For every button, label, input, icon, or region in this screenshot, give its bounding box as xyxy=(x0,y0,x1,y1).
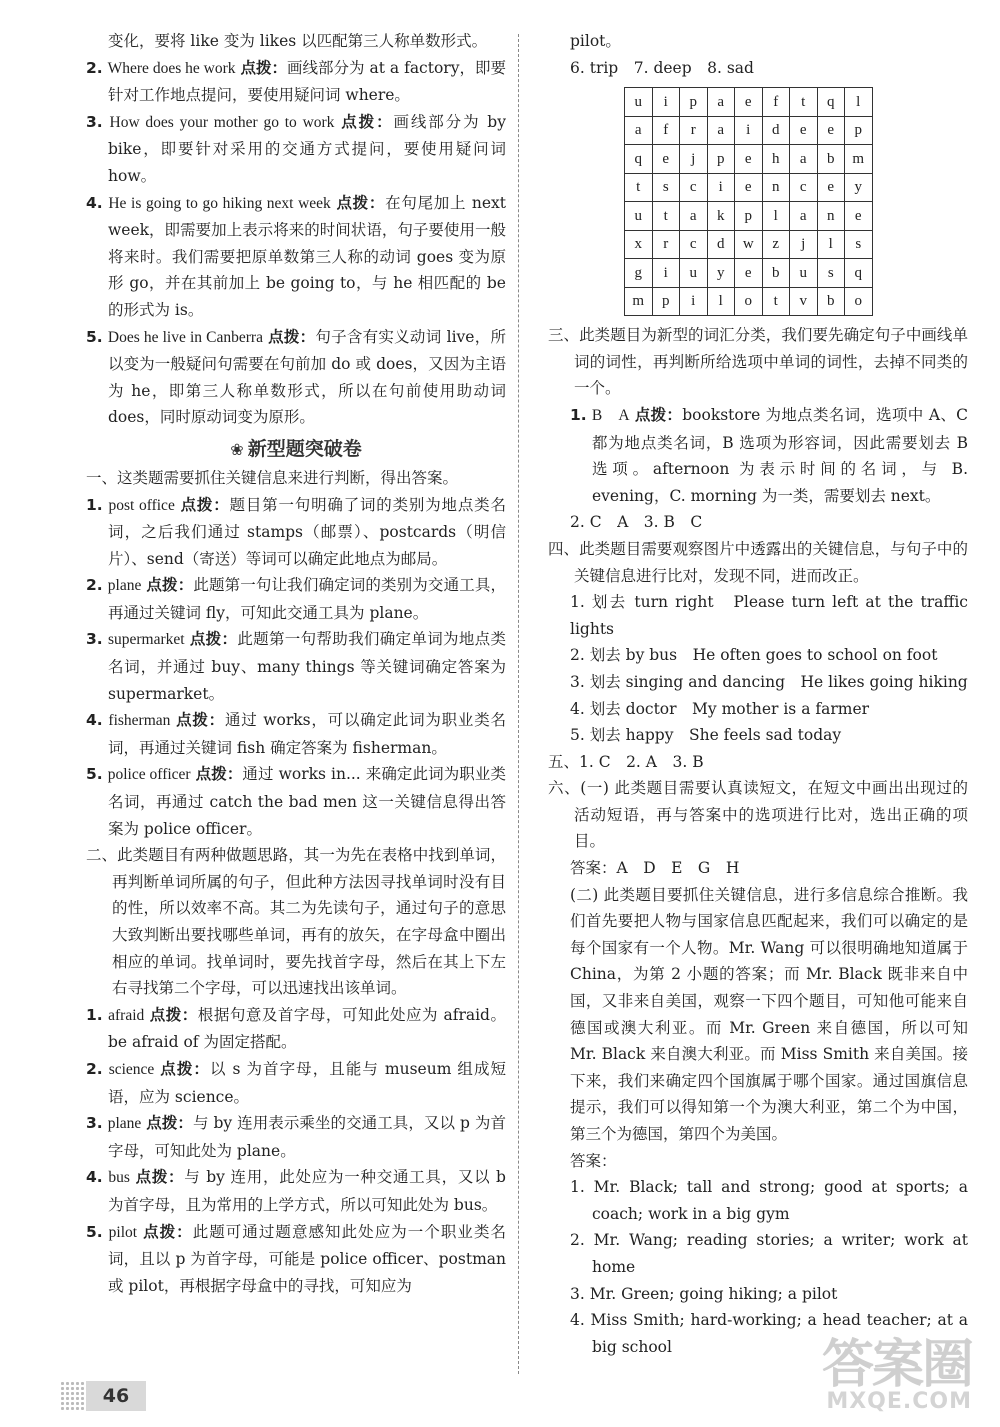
grid-cell: b xyxy=(762,259,790,288)
grid-cell: u xyxy=(790,259,818,288)
answer-item: 5. pilot 点拨：此题可通过题意感知此处应为一个职业类名词，且以 p 为首字母，可能是 police officer、postman 或 pilot，再根据字母盒中的寻找，可知应为 xyxy=(86,1222,506,1295)
answers-6-8: 6. trip 7. deep 8. sad xyxy=(570,58,754,77)
grid-cell: e xyxy=(652,145,680,174)
grid-cell: g xyxy=(625,259,653,288)
grid-cell: j xyxy=(680,145,708,174)
grid-cell: a xyxy=(790,145,818,174)
grid-cell: n xyxy=(817,202,845,231)
grid-cell: x xyxy=(625,230,653,259)
grid-cell: l xyxy=(762,202,790,231)
section-six-part-one-answer: 答案：A D E G H xyxy=(570,859,740,878)
section-heading: ❀ 新型题突破卷 xyxy=(230,437,362,460)
grid-cell: a xyxy=(625,116,653,145)
section-four-list xyxy=(548,589,968,749)
letter-grid xyxy=(624,87,968,316)
grid-cell: r xyxy=(680,116,708,145)
grid-cell: l xyxy=(845,88,873,117)
section-five: 五、1. C 2. A 3. B xyxy=(548,752,704,771)
answer-item: 5. Does he live in Canberra 点拨：句子含有实义动词 live，所以变为一般疑问句需要在句前加 do 或 does，又因为主语为 he，即第三人称单数形式，所以在句前使用助动词 does，同时原动词变为原形。 xyxy=(86,327,506,427)
grid-row xyxy=(625,116,873,145)
answer-item: 4. fisherman 点拨：通过 works，可以确定此词为职业类名词，再通过关键词 fish 确定答案为 fisherman。 xyxy=(86,711,506,757)
answer-item: 2. plane 点拨：此题第一句让我们确定词的类别为交通工具，再通过关键词 fly，可知此交通工具为 plane。 xyxy=(86,576,506,622)
answer-label: 答案： xyxy=(570,1151,617,1170)
answer-line: 5. 划去 happy She feels sad today xyxy=(570,726,842,745)
grid-cell: q xyxy=(625,145,653,174)
answer-line: 3. 划去 singing and dancing He likes going hiking xyxy=(570,672,968,691)
grid-row xyxy=(625,173,873,202)
grid-cell: s xyxy=(817,259,845,288)
grid-cell: c xyxy=(790,173,818,202)
answer-item: 1. post office 点拨：题目第一句明确了词的类别为地点类名词，之后我们通过 stamps（邮票）、postcards（明信片）、send（寄送）等词可以确定此地点为邮局。 xyxy=(86,495,506,568)
grid-cell: e xyxy=(735,88,763,117)
grid-cell: e xyxy=(735,145,763,174)
answer-line: 3. Mr. Green; going hiking; a pilot xyxy=(570,1284,838,1303)
answer-line: 4. Miss Smith; hard-working; a head teacher; at a big school xyxy=(570,1311,968,1356)
grid-cell: p xyxy=(680,88,708,117)
section-two-intro: 二、此类题目有两种做题思路，其一为先在表格中找到单词，再判断单词所属的句子，但此种方法因寻找单词时没有目的性，所以效率不高。其二为先读句子，通过句子的意思大致判断出要找哪些单词，再有的放矢，在字母盒中圈出相应的单词。找单词时，要先找首字母，然后在其上下左右寻找第二个字母，可以迅速找出该单词。 xyxy=(86,846,506,998)
grid-cell: n xyxy=(762,173,790,202)
grid-cell: j xyxy=(790,230,818,259)
grid-cell: a xyxy=(707,88,735,117)
grid-cell: h xyxy=(762,145,790,174)
page-number-decoration xyxy=(60,1381,86,1411)
section-three-intro: 三、此类题目为新型的词汇分类，我们要先确定句子中画线单词的词性，再判断所给选项中单词的词性，去掉不同类的一个。 xyxy=(548,326,968,398)
grid-cell: c xyxy=(680,173,708,202)
grid-cell: e xyxy=(735,173,763,202)
grid-cell: u xyxy=(680,259,708,288)
answer-item: 3. supermarket 点拨：此题第一句帮助我们确定单词为地点类名词，并通过 buy、many things 等关键词确定答案为 supermarket。 xyxy=(86,630,506,703)
grid-cell: k xyxy=(707,202,735,231)
grid-cell: w xyxy=(735,230,763,259)
grid-cell: p xyxy=(735,202,763,231)
grid-cell: e xyxy=(790,116,818,145)
grid-cell: u xyxy=(625,88,653,117)
grid-cell: p xyxy=(652,287,680,316)
grid-cell: b xyxy=(817,287,845,316)
grid-cell: r xyxy=(652,230,680,259)
answer-line: 2. 划去 by bus He often goes to school on foot xyxy=(570,646,938,665)
grid-cell: v xyxy=(790,287,818,316)
grid-cell: p xyxy=(845,116,873,145)
grid-cell: t xyxy=(652,202,680,231)
grid-cell: i xyxy=(735,116,763,145)
grid-cell: y xyxy=(707,259,735,288)
grid-cell: e xyxy=(845,202,873,231)
column-divider xyxy=(518,34,519,1374)
grid-cell: t xyxy=(625,173,653,202)
answer-line: 1. 划去 turn right Please turn left at the traffic lights xyxy=(570,593,968,638)
continued-text: 变化，要将 like 变为 likes 以匹配第三人称单数形式。 xyxy=(108,32,488,50)
answer-line: 4. 划去 doctor My mother is a farmer xyxy=(570,699,870,718)
grid-cell: f xyxy=(652,116,680,145)
grid-cell: z xyxy=(762,230,790,259)
grid-cell: i xyxy=(652,88,680,117)
answer-line: 2. Mr. Wang; reading stories; a writer; work at home xyxy=(570,1231,968,1276)
answer-item: 4. bus 点拨：与 by 连用，此处应为一种交通工具，又以 b 为首字母，且为常用的上学方式，所以可知此处为 bus。 xyxy=(86,1168,506,1214)
grid-row xyxy=(625,202,873,231)
answer-line: 1. Mr. Black; tall and strong; good at sports; a coach; work in a big gym xyxy=(570,1178,968,1223)
grid-cell: u xyxy=(625,202,653,231)
answer-item: 2. science 点拨：以 s 为首字母，且能与 museum 组成短语，应为 science。 xyxy=(86,1059,507,1106)
grid-cell: l xyxy=(817,230,845,259)
answer-item: 4. He is going to go hiking next week 点拨：在句尾加上 next week，即需要加上表示将来的时间状语，句子要使用一般将来时。我们需要把原单数第三人称的动词 goes 变为原形 go，并在其前加上 be going to，与 he 相匹配的 be 的形式为 is。 xyxy=(86,193,506,319)
grid-cell: q xyxy=(817,88,845,117)
grid-cell: s xyxy=(652,173,680,202)
grid-cell: a xyxy=(680,202,708,231)
grid-cell: a xyxy=(707,116,735,145)
continued-text: pilot。 xyxy=(570,32,621,50)
grid-cell: o xyxy=(845,287,873,316)
grid-cell: s xyxy=(845,230,873,259)
answer-item: 3. How does your mother go to work 点拨：画线部分为 by bike，即要针对采用的交通方式提问，要使用疑问词 how。 xyxy=(86,112,506,185)
letter-grid-table xyxy=(624,87,873,316)
watermark-logo: 答案圈 MXQE.COM xyxy=(821,1335,972,1414)
grid-cell: l xyxy=(707,287,735,316)
grid-row xyxy=(625,230,873,259)
answer-line: 2. C A 3. B C xyxy=(570,513,703,532)
grid-cell: q xyxy=(845,259,873,288)
answer-item: 3. plane 点拨：与 by 连用表示乘坐的交通工具，又以 p 为首字母，可知此处为 plane。 xyxy=(86,1114,506,1160)
grid-row xyxy=(625,259,873,288)
answer-item: 1. afraid 点拨：根据句意及首字母，可知此处应为 afraid。be afraid of 为固定搭配。 xyxy=(86,1005,506,1052)
grid-cell: d xyxy=(762,116,790,145)
grid-cell: m xyxy=(625,287,653,316)
grid-cell: f xyxy=(762,88,790,117)
grid-cell: m xyxy=(845,145,873,174)
grid-cell: o xyxy=(735,287,763,316)
right-column xyxy=(548,28,968,1360)
grid-cell: d xyxy=(707,230,735,259)
grid-cell: i xyxy=(652,259,680,288)
section-four-intro: 四、此类题目需要观察图片中透露出的关键信息，与句子中的关键信息进行比对，发现不同，进而改正。 xyxy=(548,539,968,585)
section-six-part-two: (二) 此类题目要抓住关键信息，进行多信息综合推断。我们首先要把人物与国家信息匹配起来，我们可以确定的是每个国家有一个人物。Mr. Wang 可以很明确地知道属于 China，为第 2 小题的答案；而 Mr. Black 既非来自中国，又非来自美国，观察一下四个题目，可知他可能来自德国或澳大利亚。而 Mr. Green 来自德国，所以可知 Mr. Black 来自澳大利亚。而 Miss Smith 来自美国。接下来，我们来确定四个国旗属于哪个国家。通过国旗信息提示，我们可以得知第一个为澳大利亚，第二个为中国，第三个为德国，第四个为美国。 xyxy=(570,885,968,1143)
section-two-list xyxy=(86,1002,506,1300)
grid-cell: b xyxy=(817,145,845,174)
grid-cell: e xyxy=(735,259,763,288)
paw-icon: ❀ xyxy=(230,439,244,459)
section-one-intro: 一、这类题需要抓住关键信息来进行判断，得出答案。 xyxy=(86,468,459,487)
grid-cell: i xyxy=(680,287,708,316)
section-six-part-one: 六、(一) 此类题目需要认真读短文，在短文中画出出现过的活动短语，再与答案中的选项进行比对，选出正确的项目。 xyxy=(548,779,968,851)
grid-cell: i xyxy=(707,173,735,202)
grid-cell: c xyxy=(680,230,708,259)
answer-item: 2. Where does he work 点拨：画线部分为 at a factory，即要针对工作地点提问，要使用疑问词 where。 xyxy=(86,58,506,105)
left-column xyxy=(86,28,506,1299)
grid-row xyxy=(625,287,873,316)
grid-cell: e xyxy=(817,173,845,202)
grid-row xyxy=(625,145,873,174)
grid-cell: a xyxy=(790,202,818,231)
grid-cell: p xyxy=(707,145,735,174)
grid-row xyxy=(625,88,873,117)
grid-cell: y xyxy=(845,173,873,202)
answer-item: 5. police officer 点拨：通过 works in... 来确定此词为职业类名词，再通过 catch the bad men 这一关键信息得出答案为 police officer。 xyxy=(86,765,506,838)
grid-cell: t xyxy=(762,287,790,316)
section-six-list xyxy=(548,1174,968,1360)
page-number: 46 xyxy=(86,1381,146,1411)
answer-item: 1. B A 点拨：bookstore 为地点类名词，选项中 A、C 都为地点类名词，B 选项为形容词，因此需要划去 B 选项。afternoon 为表示时间的名词，与 B. evening，C. morning 为一类，需要划去 next。 xyxy=(570,405,968,505)
grid-cell: e xyxy=(817,116,845,145)
section-one-list xyxy=(86,492,506,843)
grid-cell: t xyxy=(790,88,818,117)
